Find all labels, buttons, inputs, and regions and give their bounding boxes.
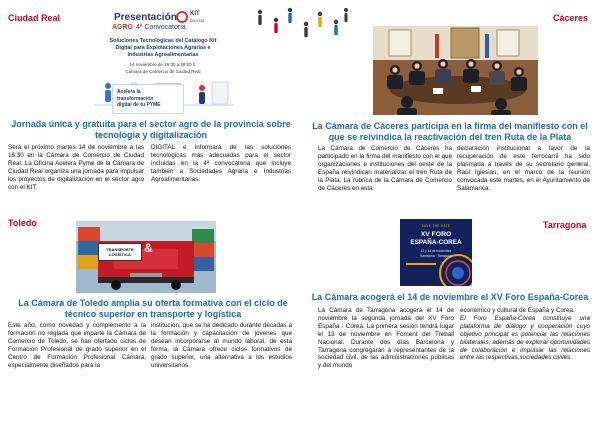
body-caceres-col2: declaración institucional a favor de la recuperación de este ferrocarril ha sido plasmada a través de su secretario general, Raúl Iglesias, en el marco de la reunión convocada este martes, en el Ayuntamiento de Salamanca. [457,145,590,192]
foro-poster [400,219,472,286]
headline-toledo-2: técnico superior en transporte y logística [64,309,242,319]
promo-solutions-2: Digital para Explotaciones Agrarias e [115,44,211,51]
promo-banner-2: transformación [117,95,154,102]
promo-banner-3: digital de tu PYME [117,102,161,108]
body-caceres-col1: La Cámara de Comercio de Cáceres ha participado en la firma del manifiesto con el que organizaciones e instituciones del oeste de la España reivindican materializar el tren Ruta de la Plata. La rúbrica de la Cámara de Comercio de Cáceres en esta [318,145,452,192]
headline-caceres-1: La Cámara de Cáceres participa en la firma del manifiesto con el [312,121,588,131]
truck-photo [76,221,216,293]
body-toledo-col2: institución, que se ha dedicado durante décadas a la formación y capacitación de jóvenes que desean incorporarse al mundo laboral, de esta forma, la Cámara ofrece ciclos formativos de grado superior, una alternativa a los estudios universitarios. [151,322,292,369]
kit-logo-digital: DIGITAL [190,18,206,23]
poster-xv: XV FORO [420,231,452,238]
promo-solutions-1: Soluciones Tecnológicas del Catálogo Kit [109,38,217,44]
body-tarragona-col2-italic: El Foro España-Corea constituye una plataforma de diálogo y cooperación cuyo objetivo principal es potenciar las relaciones bilaterales, además de explorar oportunidades de colaboración e impulsar las relaciones entre las respectivas sociedades civiles. [460,314,590,362]
promo-presentacion: Presentación [114,12,177,23]
truck-ampersand: & [144,241,153,255]
body-tarragona-col2-plain: económico y cultural de España y Corea. [460,307,575,314]
promo-date: 14 noviembre de 16:30 a 19:00 h. [129,62,197,67]
headline-ciudad-real-2: tecnología y digitalización [94,130,208,140]
promo-convocatoria: 4ª Convocatoria [136,24,186,31]
truck-sign [98,243,142,261]
promo-venue: Cámara de Comercio de Ciudad Real [125,68,201,74]
promo-banner-1: Acelera la [117,89,141,95]
headline-toledo [12,298,294,320]
headline-tarragona: La Cámara acogerá el 14 de noviembre el XV Foro España-Corea [311,292,589,302]
body-toledo-col1: Este año, como novedad y complemento a la formación no reglada que imparte la Cámara de Comercio de Toledo, se han ofertado ciclos de Formación Profesional de grado superior en el Centro de Formación Profesional Cámara, especialmente diseñados para la [8,322,146,369]
meeting-photo [373,26,538,115]
region-caceres: Cáceres [553,13,589,23]
kit-logo-text: KIT [190,11,200,17]
headline-toledo-1: La Cámara de Toledo amplía su oferta formativa con el ciclo de [18,298,288,308]
body-tarragona-col2 [460,307,590,362]
truck-sign-logistica: LOGÍSTICA [109,252,131,257]
region-tarragona: Tarragona [543,220,587,230]
body-ciudad-real-col1: Será el próximo martes 14 de noviembre a las 16:30 en la Cámara de Comercio de Ciudad Real. La Oficina Acelera Pyme de la Cámara de Ciudad Real organiza una jornada para impulsar los proyectos de digitalización en el sector agro con el KIT [8,144,144,191]
promo-banner [112,84,184,114]
poster-place: Barcelona · Tarragona [420,254,452,258]
promo-agro: AGRO [112,24,133,31]
body-tarragona-col1: La Cámara de Tarragona acogerá el 14 de noviembre la segunda jornada del XV Foro España - Corea. La primera sesión tendrá lugar el 13 de noviembre en Foment del Treball Nacional. Durante dos días Barcelona y Tarragona congregarán a representantes de la sociedad civil, de las administraciones públicas y del mundo [318,307,454,370]
region-ciudad-real: Ciudad Real [8,13,61,23]
headline-ciudad-real [10,119,292,141]
people-illustration [250,6,350,42]
region-toledo: Toledo [8,218,37,228]
promo-solutions-3: Industrias Agroalimentarias [127,51,199,58]
poster-save: SAVE THE DATE [421,224,451,228]
headline-ciudad-real-1: Jornada única y gratuita para el sector agro de la provincia sobre [11,119,291,129]
headline-caceres [308,121,592,143]
body-ciudad-real-col2: DIGITAL e informará de las soluciones tecnológicas más adecuadas para el sector incluidas en la 4ª convocatoria que incluye también a Sociedades Agraria e Industrias Agroalimentarias. [151,144,291,183]
poster-title: ESPAÑA-COREA [410,239,462,246]
poster-dates: 13 y 14 de noviembre [420,249,452,253]
truck-sign-transporte: TRANSPORTE [106,247,134,252]
headline-caceres-2: que se reivindica la reactivación del tren Ruta de la Plata [328,132,572,142]
kit-logo [176,11,188,23]
kit-digital-promo [84,8,242,116]
